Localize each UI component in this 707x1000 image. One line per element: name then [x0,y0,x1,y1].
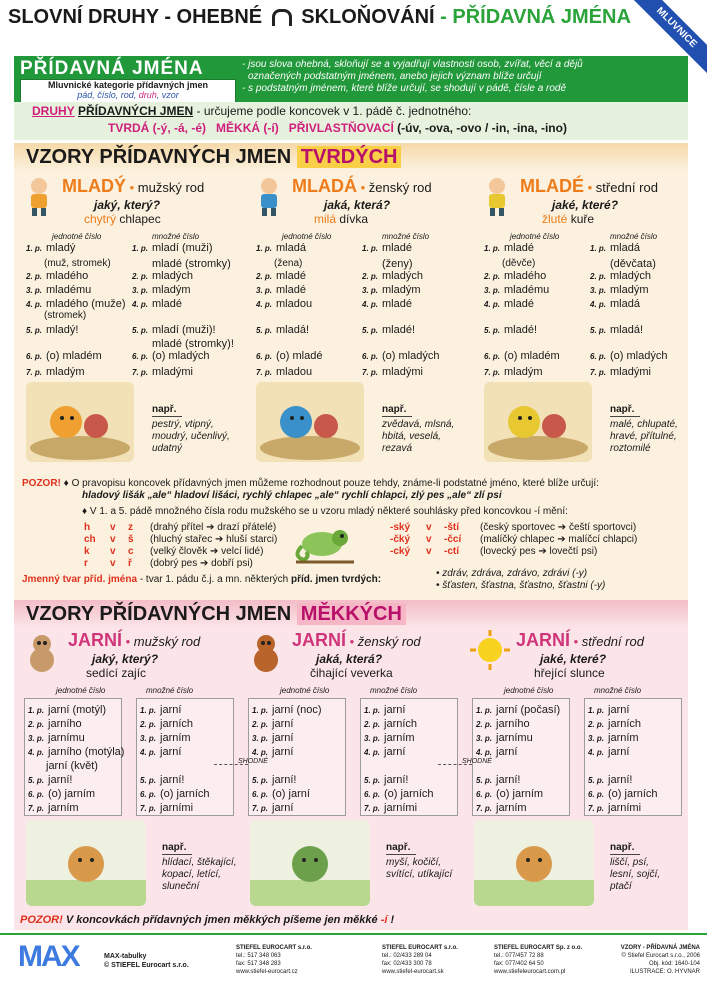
title-part3: - PŘÍDAVNÁ JMÉNA [440,6,631,28]
column-title: MLADÉ • střední rod [520,176,658,196]
plural-form: 1. p. jarní [364,704,406,716]
plural-form: 4. p. mladá [590,298,640,310]
singular-form: 2. p. jarního [476,718,530,730]
example: čihající veverka [310,666,393,680]
hard-illustration-1 [256,382,364,462]
singular-form: 4. p. jarní [476,746,518,758]
hacek-icon [272,9,292,26]
example: chytrý chlapec [84,212,161,226]
header-singular: jednotné číslo [282,232,332,241]
nominal-form: Jmenný tvar příd. jména - tvar 1. pádu č.j. a mn. některých příd. jmen tvrdých: [22,574,382,585]
column-word: MLADÉ [520,176,584,196]
plural-form: 7. p. jarními [364,802,418,814]
singular-form: 4. p. jarního (motýla) [28,746,125,758]
example: sedící zajíc [86,666,147,680]
singular-form: 6. p. (o) jarním [28,788,96,800]
singular-form: jarní (květ) [46,760,98,772]
animal-icon [470,630,510,674]
footer-c3: STIEFEL EUROCART Sp. z o.o. tel.: 077/457 72 88 fax: 077/402 64 50 www.stiefeleurocart.com.pl [494,945,583,975]
plural-form: 2. p. jarních [588,718,642,730]
plural-form: 3. p. mladým [132,284,191,296]
header-plural: množné číslo [370,686,418,695]
plural-form: 1. p. mladá [590,242,640,254]
child-icon [252,176,286,216]
plural-form: 3. p. mladým [362,284,421,296]
question: jaká, která? [316,652,383,666]
plural-form: 7. p. mladými [362,366,423,378]
plural-form: 3. p. jarním [588,732,639,744]
hard-illustration-0 [26,382,134,462]
shodne-label: SHODNÉ [462,758,492,765]
footer-brand: MAX-tabulky © STIEFEL Eurocart s.r.o. [104,953,189,969]
plural-form: 2. p. jarních [140,718,194,730]
plural-form: 5. p. jarní! [588,774,633,786]
question: jaké, které? [540,652,607,666]
plural-form: mladé (stromky)! [152,338,234,350]
plural-form: 6. p. (o) mladých [590,350,668,362]
singular-form: 5. p. mladý! [26,324,79,336]
singular-form: 5. p. jarní! [252,774,297,786]
plural-form: 5. p. jarní! [364,774,409,786]
singular-form: 2. p. jarní [252,718,294,730]
column-gender: ženský rod [357,634,421,649]
singular-form: 1. p. mladá [256,242,306,254]
singular-form: 7. p. jarní [252,802,294,814]
animal-icon [22,630,62,674]
column-title: JARNÍ • ženský rod [292,630,421,650]
singular-form: 5. p. jarní! [476,774,521,786]
singular-form: 7. p. mladým [484,366,543,378]
note-block: POZOR! ♦ O pravopisu koncovek přídavných jmen můžeme rozhodnout pouze tehdy, známe-li podstatné jméno, které blíže určují: hladový lišák „ale“ hladoví lišáci, rychlý chlapec „ale“ rychlí chlapci, zlý pes „ale“ zlí psi ♦ V 1. a 5. pádě množného čísla rodu mužského se u vzoru mladý některé souhlásky před koncovkou -í mění: [22,478,599,517]
column-gender: mužský rod [133,634,201,649]
soft-section: VZORY PŘÍDAVNÝCH JMEN MĚKKÝCH [14,600,688,930]
child-icon [480,176,514,216]
singular-form: 6. p. (o) jarní [252,788,310,800]
soft-illustration-0 [26,820,146,906]
singular-form: 7. p. jarním [476,802,527,814]
categories-list: pád, číslo, rod, druh, vzor [77,90,179,100]
page-title [8,6,648,32]
plural-form: 7. p. mladými [590,366,651,378]
singular-form: 6. p. (o) mladé [256,350,323,362]
plural-form: 6. p. (o) mladých [362,350,440,362]
column-word: JARNÍ [516,630,571,650]
header-singular: jednotné číslo [52,232,102,241]
footer-divider [0,933,707,935]
examples-list: např. zvědavá, mlsná, hbitá, veselá, rezavá [382,404,455,454]
plural-form: 1. p. jarní [140,704,182,716]
examples-list: např. hlídací, štěkající, kopací, letící, sluneční [162,842,237,892]
definition: - jsou slova ohebná, skloňují se a vyjadřují vlastnosti osob, zvířat, věcí a dějů označených podstatným jménem, anebo jejich význam blíže určují - s podstatným jménem, které blíže určují, se shodují v pádě, čísle a rodě [242,59,583,94]
plural-form: 3. p. jarním [140,732,191,744]
plural-form: 2. p. mladých [132,270,193,282]
shodne-label: SHODNÉ [238,758,268,765]
singular-form: (děvče) [502,258,536,269]
singular-form: 4. p. mladé [484,298,534,310]
plural-form: 6. p. (o) mladých [132,350,210,362]
plural-form: (ženy) [382,258,413,270]
plural-form: 4. p. mladé [132,298,182,310]
softening-row: -cký v -ctí (lovecký pes ➔ lovečtí psi) [390,546,598,557]
plural-form: 1. p. mladé [362,242,412,254]
plural-form: 1. p. jarní [588,704,630,716]
header-singular: jednotné číslo [56,686,106,695]
soft-illustration-2 [474,820,594,906]
plural-form: (děvčata) [610,258,656,270]
column-title: JARNÍ • střední rod [516,630,644,650]
categories-title: Mluvnické kategorie přídavných jmen [47,80,209,90]
plural-form: 2. p. mladých [590,270,651,282]
soft-illustration-1 [250,820,370,906]
singular-form: 4. p. mladého (muže) [26,298,126,310]
title-part2: SKLOŇOVÁNÍ [301,6,435,28]
plural-form: 4. p. jarní [140,746,182,758]
plural-form: 2. p. jarních [364,718,418,730]
singular-form: 1. p. jarní (motýl) [28,704,107,716]
title-part1: SLOVNÍ DRUHY - OHEBNÉ [8,6,263,28]
singular-form: 1. p. mladý [26,242,76,254]
footer-c1: STIEFEL EUROCART s.r.o. tel.: 517 348 063 fax: 517 348 283 www.stiefel-eurocart.cz [236,945,312,975]
question: jaká, která? [324,198,391,212]
softening-row: -ský v -ští (český sportovec ➔ čeští sportovci) [390,522,637,533]
intro-heading: PŘÍDAVNÁ JMÉNA [20,58,204,79]
examples-list: např. malé, chlupaté, hravé, přítulné, roztomilé [610,404,678,454]
singular-form: 7. p. mladým [26,366,85,378]
druhy-section: DRUHY PŘÍDAVNÝCH JMEN - určujeme podle koncovek v 1. pádě č. jednotného: TVRDÁ (-ý, -á, -é) MĚKKÁ (-í) PŘIVLASTŇOVACÍ (-úv, -ova, -ovo / -in, -ina, -ino) [14,102,688,140]
header-plural: množné číslo [146,686,194,695]
header-singular: jednotné číslo [510,232,560,241]
singular-form: 7. p. jarním [28,802,79,814]
singular-form: 5. p. mladá! [256,324,310,336]
plural-form: 5. p. jarní! [140,774,185,786]
examples-list: např. liščí, psí, lesní, sojčí, ptačí [610,842,661,892]
examples-list: např. pestrý, vtipný, moudrý, učenlivý, udatný [152,404,230,454]
categories-box [20,79,236,103]
plural-form: 7. p. jarními [140,802,194,814]
softening-right [390,522,637,558]
hard-illustration-2 [484,382,592,462]
nominal-examples: • zdráv, zdráva, zdrávo, zdrávi (-y) • šťasten, šťastna, šťastno, šťastni (-y) [436,568,606,591]
softening-row: k v c (velký člověk ➔ velcí lidé) [84,546,264,557]
column-title: JARNÍ • mužský rod [68,630,201,650]
column-word: MLADÝ [62,176,126,196]
softening-row: -čký v -čcí (malíčký chlapec ➔ malíčcí chlapci) [390,534,638,545]
footer-c2: STIEFEL EUROCART s.r.o. tel.: 02/433 289 04 fax: 02/433 300 78 www.stiefel-eurocart.sk [382,945,458,975]
softening-row: r v ř (dobrý pes ➔ dobří psi) [84,558,253,569]
singular-form: 5. p. mladé! [484,324,538,336]
plural-form: 3. p. jarním [364,732,415,744]
header-plural: množné číslo [594,686,642,695]
column-title: MLADÁ • ženský rod [292,176,432,196]
singular-form: (stromek) [44,310,87,321]
column-title: MLADÝ • mužský rod [62,176,205,196]
singular-form: 3. p. jarnímu [28,732,85,744]
examples-list: např. myší, kočičí, svítící, utíkající [386,842,453,880]
singular-form: 4. p. mladou [256,298,313,310]
singular-form: 3. p. mladému [26,284,92,296]
plural-form: 1. p. mladí (muži) [132,242,213,254]
singular-form: 6. p. (o) mladém [484,350,560,362]
column-word: JARNÍ [292,630,347,650]
footer-c4: VZORY - PŘÍDAVNÁ JMÉNA © Stiefel Eurocart s.r.o., 2006 Obj. kód: 1640-104 ILUSTRACE: O. HYVNAR [620,945,700,975]
softening-row: h v z (drahý přítel ➔ drazí přátelé) [84,522,277,533]
plural-form: 4. p. jarní [364,746,406,758]
singular-form: 2. p. mladého [26,270,89,282]
singular-form: 3. p. jarnímu [476,732,533,744]
singular-form: 2. p. jarního [28,718,82,730]
singular-form: 1. p. mladé [484,242,534,254]
column-word: JARNÍ [68,630,123,650]
plural-form: 4. p. jarní [588,746,630,758]
plural-form: 2. p. mladých [362,270,423,282]
animal-icon [246,630,286,674]
header-plural: množné číslo [152,232,200,241]
singular-form: 3. p. jarní [252,732,294,744]
singular-form: 3. p. mladé [256,284,306,296]
column-gender: střední rod [595,180,658,195]
child-icon [22,176,56,216]
singular-form: 2. p. mladého [484,270,547,282]
example: žluté kuře [542,212,595,226]
example: hřející slunce [534,666,605,680]
plural-form: 5. p. mladá! [590,324,644,336]
soft-note: POZOR! V koncovkách přídavných jmen měkkých píšeme jen měkké -í ! [20,914,395,926]
header-plural: množné číslo [382,232,430,241]
hard-section: VZORY PŘÍDAVNÝCH JMEN TVRDÝCH [14,143,688,603]
softening-left [84,522,277,570]
singular-form: (žena) [274,258,303,269]
singular-form: 6. p. (o) jarním [476,788,544,800]
header-singular: jednotné číslo [504,686,554,695]
column-gender: střední rod [581,634,644,649]
plural-form: mladé (stromky) [152,258,231,270]
column-gender: ženský rod [368,180,432,195]
singular-form: 6. p. (o) mladém [26,350,102,362]
plural-form: 6. p. (o) jarních [140,788,210,800]
plural-form: 7. p. jarními [588,802,642,814]
max-logo: MAX [18,940,79,973]
example: milá dívka [314,212,369,226]
plural-form: 6. p. (o) jarních [364,788,434,800]
singular-form: 4. p. jarní [252,746,294,758]
header-singular: jednotné číslo [280,686,330,695]
softening-row: ch v š (hluchý stařec ➔ hluší starci) [84,534,278,545]
singular-form: 3. p. mladému [484,284,550,296]
ribbon-label: MLUVNICE [630,0,707,74]
question: jaký, který? [94,198,161,212]
question: jaký, který? [92,652,159,666]
plural-form: 5. p. mladé! [362,324,416,336]
header-plural: množné číslo [610,232,658,241]
singular-form: 1. p. jarní (noc) [252,704,322,716]
singular-form: (muž, stromek) [44,258,111,269]
plural-form: 5. p. mladí (muži)! [132,324,216,336]
question: jaké, které? [552,198,619,212]
singular-form: 5. p. jarní! [28,774,73,786]
singular-form: 7. p. mladou [256,366,313,378]
plural-form: 4. p. mladé [362,298,412,310]
plural-form: 7. p. mladými [132,366,193,378]
column-word: MLADÁ [292,176,357,196]
chameleon-illustration [292,522,358,566]
singular-form: 2. p. mladé [256,270,306,282]
plural-form: 3. p. mladým [590,284,649,296]
column-gender: mužský rod [137,180,205,195]
singular-form: 1. p. jarní (počasí) [476,704,561,716]
plural-form: 6. p. (o) jarních [588,788,658,800]
